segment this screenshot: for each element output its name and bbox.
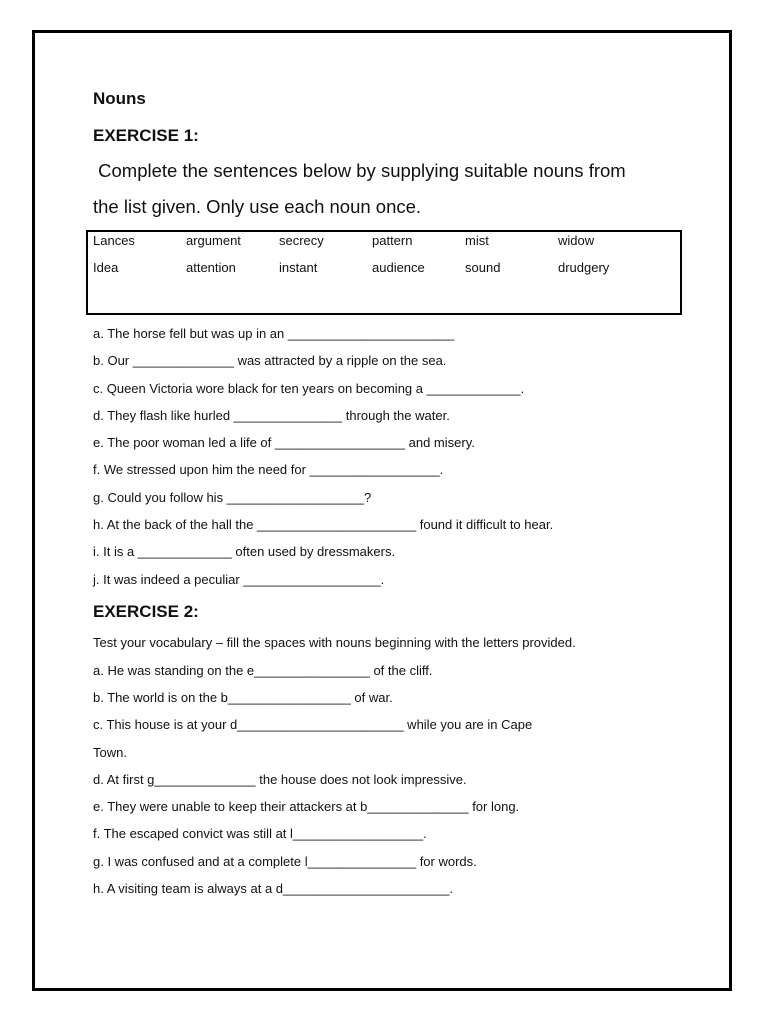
exercise-2-sentence-b: b. The world is on the b_________________ of war. (93, 690, 393, 705)
exercise-1-sentence-c: c. Queen Victoria wore black for ten years on becoming a _____________. (93, 381, 525, 396)
word-list-item: pattern (372, 233, 413, 248)
exercise-2-sentence-g: g. I was confused and at a complete l_______________ for words. (93, 854, 477, 869)
exercise-1-sentence-i: i. It is a _____________ often used by dressmakers. (93, 544, 396, 559)
exercise-1-sentence-h: h. At the back of the hall the ______________________ found it difficult to hear. (93, 517, 554, 532)
word-list-item: Idea (93, 260, 119, 275)
exercise-1-sentence-e: e. The poor woman led a life of __________________ and misery. (93, 435, 475, 450)
word-list-item: secrecy (279, 233, 324, 248)
exercise-1-sentence-g: g. Could you follow his ___________________? (93, 490, 372, 505)
word-list-item: argument (186, 233, 241, 248)
exercise-1-heading: EXERCISE 1: (93, 126, 199, 145)
exercise-2-sentence-a: a. He was standing on the e________________ of the cliff. (93, 663, 433, 678)
word-list-item: mist (465, 233, 489, 248)
word-list-item: sound (465, 260, 501, 275)
word-list-item: instant (279, 260, 318, 275)
word-list-row (88, 260, 680, 280)
word-list-box (86, 230, 682, 315)
exercise-1-instruction-line-2: the list given. Only use each noun once. (93, 196, 422, 217)
worksheet-title: Nouns (93, 89, 146, 108)
exercise-1-sentence-b: b. Our ______________ was attracted by a ripple on the sea. (93, 353, 447, 368)
exercise-2-sentence-d: d. At first g______________ the house does not look impressive. (93, 772, 467, 787)
word-list-item: Lances (93, 233, 135, 248)
word-list-item: drudgery (558, 260, 610, 275)
exercise-2-sentence-e: e. They were unable to keep their attackers at b______________ for long. (93, 799, 520, 814)
exercise-1-sentence-d: d. They flash like hurled _______________ through the water. (93, 408, 450, 423)
exercise-2-heading: EXERCISE 2: (93, 602, 199, 621)
exercise-2-sentence-c-continued: Town. (93, 745, 127, 760)
exercise-1-sentence-a: a. The horse fell but was up in an _______________________ (93, 326, 455, 341)
exercise-1-sentence-j: j. It was indeed a peculiar ___________________. (93, 572, 385, 587)
word-list-item: audience (372, 260, 425, 275)
word-list-row (88, 233, 680, 253)
exercise-2-instruction: Test your vocabulary – fill the spaces with nouns beginning with the letters provided. (93, 635, 576, 650)
exercise-2-sentence-h: h. A visiting team is always at a d_______________________. (93, 881, 453, 896)
exercise-2-sentence-f: f. The escaped convict was still at l__________________. (93, 826, 427, 841)
word-list-item: attention (186, 260, 236, 275)
word-list-item: widow (558, 233, 595, 248)
exercise-1-instruction-line-1: Complete the sentences below by supplying suitable nouns from (93, 160, 626, 181)
exercise-1-sentence-f: f. We stressed upon him the need for __________________. (93, 462, 444, 477)
exercise-2-sentence-c: c. This house is at your d_______________________ while you are in Cape (93, 717, 533, 732)
